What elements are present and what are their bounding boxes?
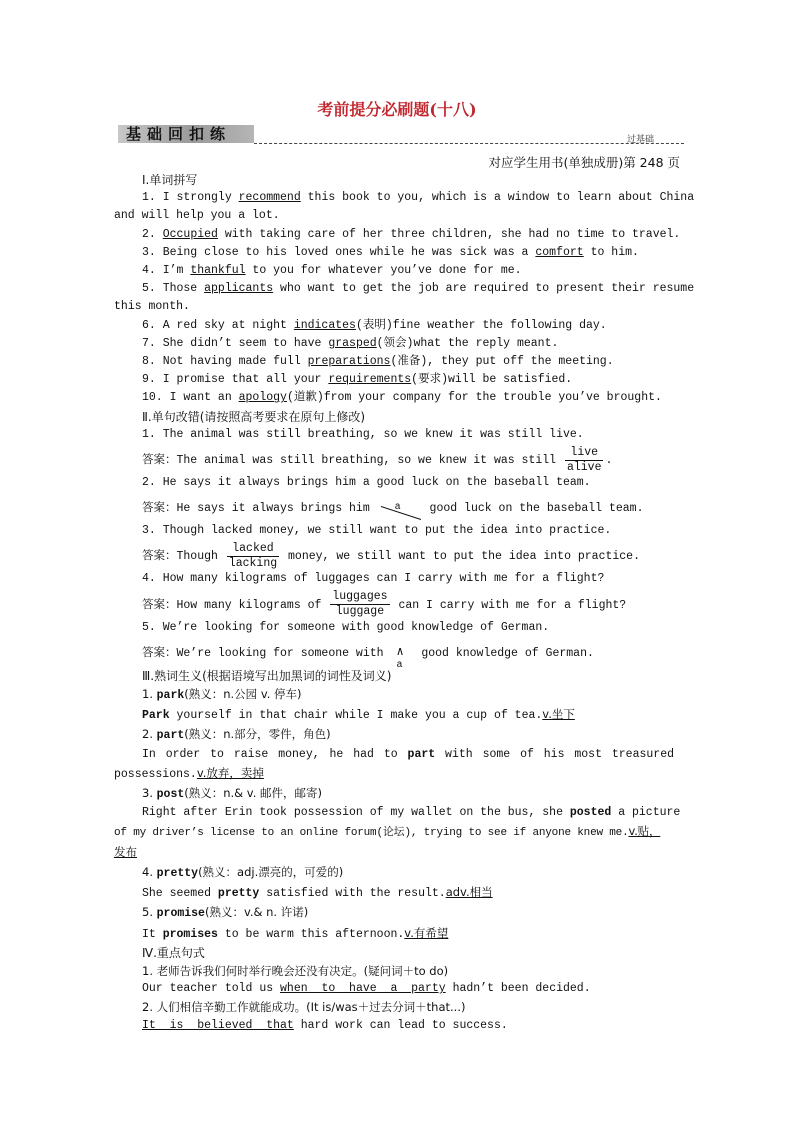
section-heading-correction: Ⅱ.单句改错(请按照高考要求在原句上修改) <box>142 409 366 424</box>
answer-word: v.坐下 <box>542 707 575 722</box>
spelling-item: 1. I strongly recommend this book to you, which is a window to learn about China <box>142 191 695 205</box>
answer-word: Occupied <box>162 227 218 241</box>
answer-label: 答案： <box>142 452 177 467</box>
meaning-sentence: She seemed pretty satisfied with the result.adv.相当 <box>142 885 493 901</box>
section-heading-spelling: Ⅰ.单词拼写 <box>142 173 198 187</box>
answer-word: comfort <box>535 245 584 259</box>
insertion-mark: ∧ a <box>396 644 404 671</box>
spelling-item: 9. I promise that all your requirements(要求)will be satisfied. <box>142 373 573 387</box>
section-heading-meanings: Ⅲ.熟词生义(根据语境写出加黑词的词性及词义) <box>142 668 392 683</box>
correction-fraction: $\frac{\text{live}}{\text{alive}}$ <box>566 445 602 474</box>
correction-answer: 答案：He says it always brings him a good luck on the baseball team. <box>114 492 680 522</box>
spelling-item: 4. I’m thankful to you for whatever you’ve done for me. <box>142 264 522 278</box>
sentence-answer: It is believed that hard work can lead to success. <box>142 1018 508 1032</box>
insertion-mark: a <box>377 497 423 519</box>
section-tag: 过基础 <box>626 135 654 145</box>
section-heading-sentences: Ⅳ.重点句式 <box>142 945 205 960</box>
correction-fraction: $\frac{\text{luggages}}{\text{luggage}}$ <box>332 590 388 619</box>
meaning-item: 2. part(熟义：n.部分，零件，角色) <box>142 727 331 743</box>
meaning-sentence-cont: possessions.v.放弃，卖掉 <box>114 765 264 781</box>
answer-phrase: It is believed that <box>142 1018 294 1032</box>
answer-word: indicates <box>293 318 356 332</box>
answer-word: recommend <box>238 191 301 205</box>
spelling-item: 10. I want an apology(道歉)from your company for the trouble you’ve brought. <box>142 391 662 405</box>
spelling-item: 3. Being close to his loved ones while he was sick was a comfort to him. <box>142 245 639 259</box>
dashed-divider <box>254 143 684 144</box>
spelling-item-cont: this month. <box>114 300 190 314</box>
correction-question: 5. We’re looking for someone with good knowledge of German. <box>142 620 550 634</box>
answer-word: v.贴， <box>628 824 661 839</box>
book-reference: 对应学生用书(单独成册)第 248 页 <box>488 155 680 170</box>
sentence-answer: Our teacher told us when to have a party hadn’t been decided. <box>142 982 591 996</box>
answer-word: requirements <box>328 373 412 387</box>
meaning-sentence: Park yourself in that chair while I make you a cup of tea.v.坐下 <box>142 707 575 723</box>
spelling-item: 8. Not having made full preparations(准备), they put off the meeting. <box>142 355 614 369</box>
meaning-item: 1. park(熟义：n.公园 v. 停车) <box>142 687 302 703</box>
correction-answer: 答案：The animal was still breathing, so we knew it was still $\frac{\text{live}}{\text{alive}}$ . <box>142 445 613 474</box>
answer-word: 发布 <box>114 844 137 859</box>
answer-phrase: when to have a party <box>280 982 446 996</box>
answer-word: apology <box>238 391 287 405</box>
correction-question: 1. The animal was still breathing, so we knew it was still live. <box>142 427 584 441</box>
sentence-prompt: 2. 人们相信辛勤工作就能成功。(It is/was＋过去分词＋that...) <box>142 1000 466 1015</box>
worksheet-content <box>114 171 695 1035</box>
spelling-item: 2. Occupied with taking care of her three children, she had no time to travel. <box>142 227 681 241</box>
section-band: 基础回扣练 <box>118 125 254 143</box>
spelling-item: 7. She didn’t seem to have grasped(领会)what the reply meant. <box>142 336 559 350</box>
correction-question: 2. He says it always brings him a good luck on the baseball team. <box>142 476 591 490</box>
answer-word: adv.相当 <box>445 885 493 900</box>
correction-fraction: $\frac{\text{lacked}}{\text{lacking}}$ <box>228 541 278 570</box>
meaning-sentence: Right after Erin took possession of my wallet on the bus, she posted a picture <box>142 806 681 820</box>
answer-word: thankful <box>190 264 246 278</box>
correction-answer: 答案：How many kilograms of $\frac{\text{luggages}}{\text{luggage}}$ can I carry with me for a flight? <box>142 590 627 619</box>
correction-answer: 答案：Though $\frac{\text{lacked}}{\text{lacking}}$ money, we still want to put the idea into practice. <box>142 541 640 570</box>
answer-word: preparations <box>307 355 391 369</box>
answer-word: grasped <box>328 336 377 350</box>
meaning-sentence-cont <box>114 843 680 863</box>
answer-word: applicants <box>204 282 274 296</box>
answer-word: v.放弃，卖掉 <box>196 765 264 780</box>
spelling-item: 5. Those applicants who want to get the job are required to present their resume <box>142 282 695 296</box>
meaning-sentence: It promises to be warm this afternoon.v.有希望 <box>142 925 449 941</box>
correction-question: 4. How many kilograms of luggages can I carry with me for a flight? <box>142 572 605 586</box>
meaning-item: 5. promise(熟义：v.& n. 许诺) <box>142 905 309 921</box>
page-title: 考前提分必刷题(十八) <box>317 100 477 119</box>
answer-word: v.有希望 <box>404 925 449 940</box>
spelling-item: 6. A red sky at night indicates(表明)fine weather the following day. <box>142 318 607 332</box>
correction-answer: 答案：We’re looking for someone with ∧ a good knowledge of German. <box>114 637 680 667</box>
meaning-item: 3. post(熟义：n.& v. 邮件，邮寄) <box>142 786 323 802</box>
meaning-item: 4. pretty(熟义：adj.漂亮的，可爱的) <box>142 864 344 880</box>
correction-question: 3. Though lacked money, we still want to put the idea into practice. <box>142 524 612 538</box>
meaning-sentence-cont: of my driver’s license to an online forum(论坛), trying to see if anyone knew me.v.贴， <box>114 824 661 840</box>
spelling-item-cont: and will help you a lot. <box>114 209 280 223</box>
meaning-sentence: In order to raise money, he had to part with some of his most treasured <box>142 747 674 761</box>
sentence-prompt: 1. 老师告诉我们何时举行晚会还没有决定。(疑问词＋to do) <box>142 963 449 978</box>
